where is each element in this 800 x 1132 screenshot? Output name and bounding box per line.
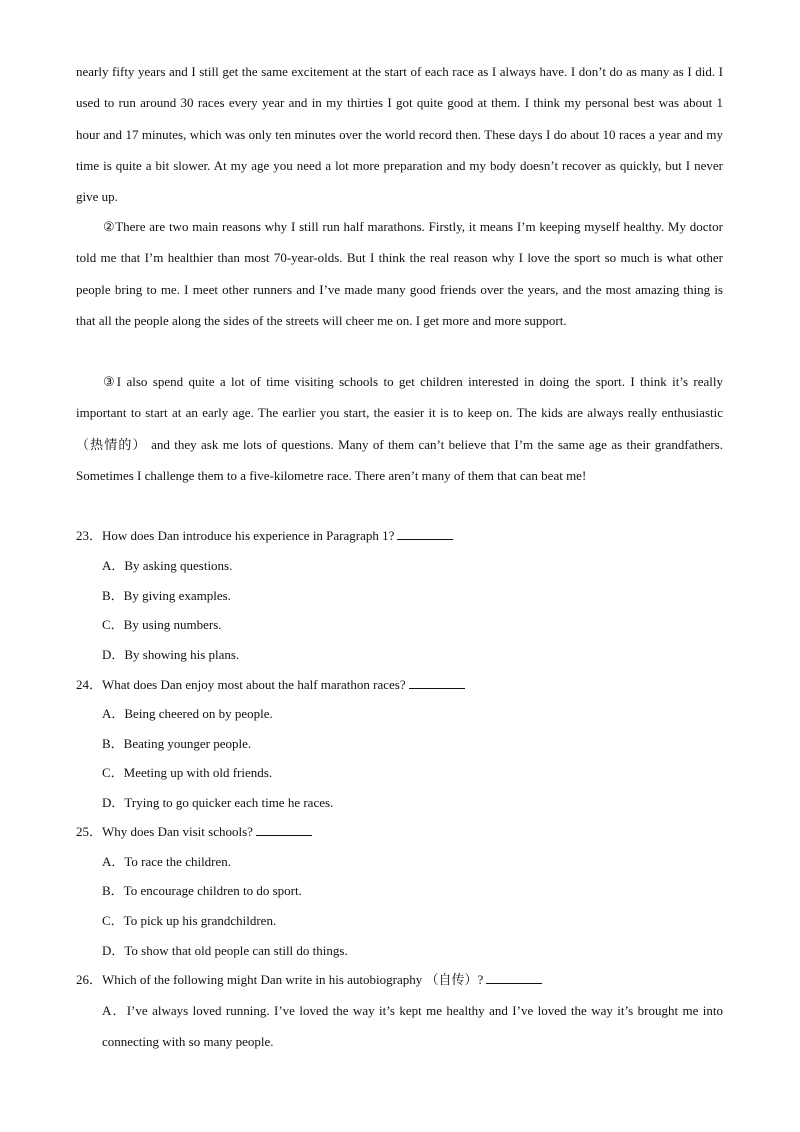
passage-paragraph-3: ③I also spend quite a lot of time visiting schools to get children interested in doing the sport. I think it’s really important to start at an early age. The earlier you start, the easier it is to keep on. The kids are always really enthusiastic （热情的） and they ask me lots of questions. Many of them can’t believe that I’m the same age as their grandfathers. Sometimes I challenge them to a five-kilometre race. There aren’t many of them that can beat me! xyxy=(76,374,723,483)
question-24-option-a: A．Being cheered on by people. xyxy=(102,706,273,721)
question-26-stem: 26．Which of the following might Dan write in his autobiography （自传）? xyxy=(76,972,484,987)
passage-paragraph-2: ②There are two main reasons why I still run half marathons. Firstly, it means I’m keeping myself healthy. My doctor told me that I’m healthier than most 70-year-olds. But I think the real reason why I love the sport so much is what other people bring to me. I meet other runners and I’ve made many good friends over the years, and the most amazing thing is that all the people along the sides of the streets will cheer me on. I get more and more support. xyxy=(76,219,723,328)
question-25-option-d: D．To show that old people can still do things. xyxy=(102,943,348,958)
question-24-option-c: C．Meeting up with old friends. xyxy=(102,765,273,780)
question-23-option-a: A．By asking questions. xyxy=(102,558,233,573)
question-25-option-a: A．To race the children. xyxy=(102,854,232,869)
answer-blank xyxy=(397,529,453,540)
answer-blank xyxy=(409,678,465,689)
question-24-option-d: D．Trying to go quicker each time he races. xyxy=(102,795,334,810)
answer-blank xyxy=(486,973,542,984)
passage-paragraph-1-continued: nearly fifty years and I still get the same excitement at the start of each race as I always have. I don’t do as many as I did. I used to run around 30 races every year and in my thirties I got quite good at them. I think my personal best was about 1 hour and 17 minutes, which was only ten minutes over the world record then. These days I do about 10 races a year and my time is quite a bit slower. At my age you need a lot more preparation and my body doesn’t recover as quickly, but I never give up. xyxy=(76,64,723,205)
question-23-option-d: D．By showing his plans. xyxy=(102,647,240,662)
question-24-option-b: B．Beating younger people. xyxy=(102,736,252,751)
answer-blank xyxy=(256,825,312,836)
question-23-option-b: B．By giving examples. xyxy=(102,588,231,603)
question-25-option-c: C．To pick up his grandchildren. xyxy=(102,913,277,928)
question-26 xyxy=(76,970,723,990)
question-24 xyxy=(76,675,723,695)
question-25-stem: 25．Why does Dan visit schools? xyxy=(76,824,253,839)
question-23 xyxy=(76,526,723,546)
question-24-stem: 24．What does Dan enjoy most about the half marathon races? xyxy=(76,677,406,692)
question-26-option-a: A．I’ve always loved running. I’ve loved the way it’s kept me healthy and I’ve loved the way it’s brought me into connecting with so many people. xyxy=(102,1003,723,1049)
question-25-option-b: B．To encourage children to do sport. xyxy=(102,883,302,898)
question-23-stem: 23．How does Dan introduce his experience in Paragraph 1? xyxy=(76,528,395,543)
question-23-option-c: C．By using numbers. xyxy=(102,617,222,632)
question-25 xyxy=(76,822,723,842)
